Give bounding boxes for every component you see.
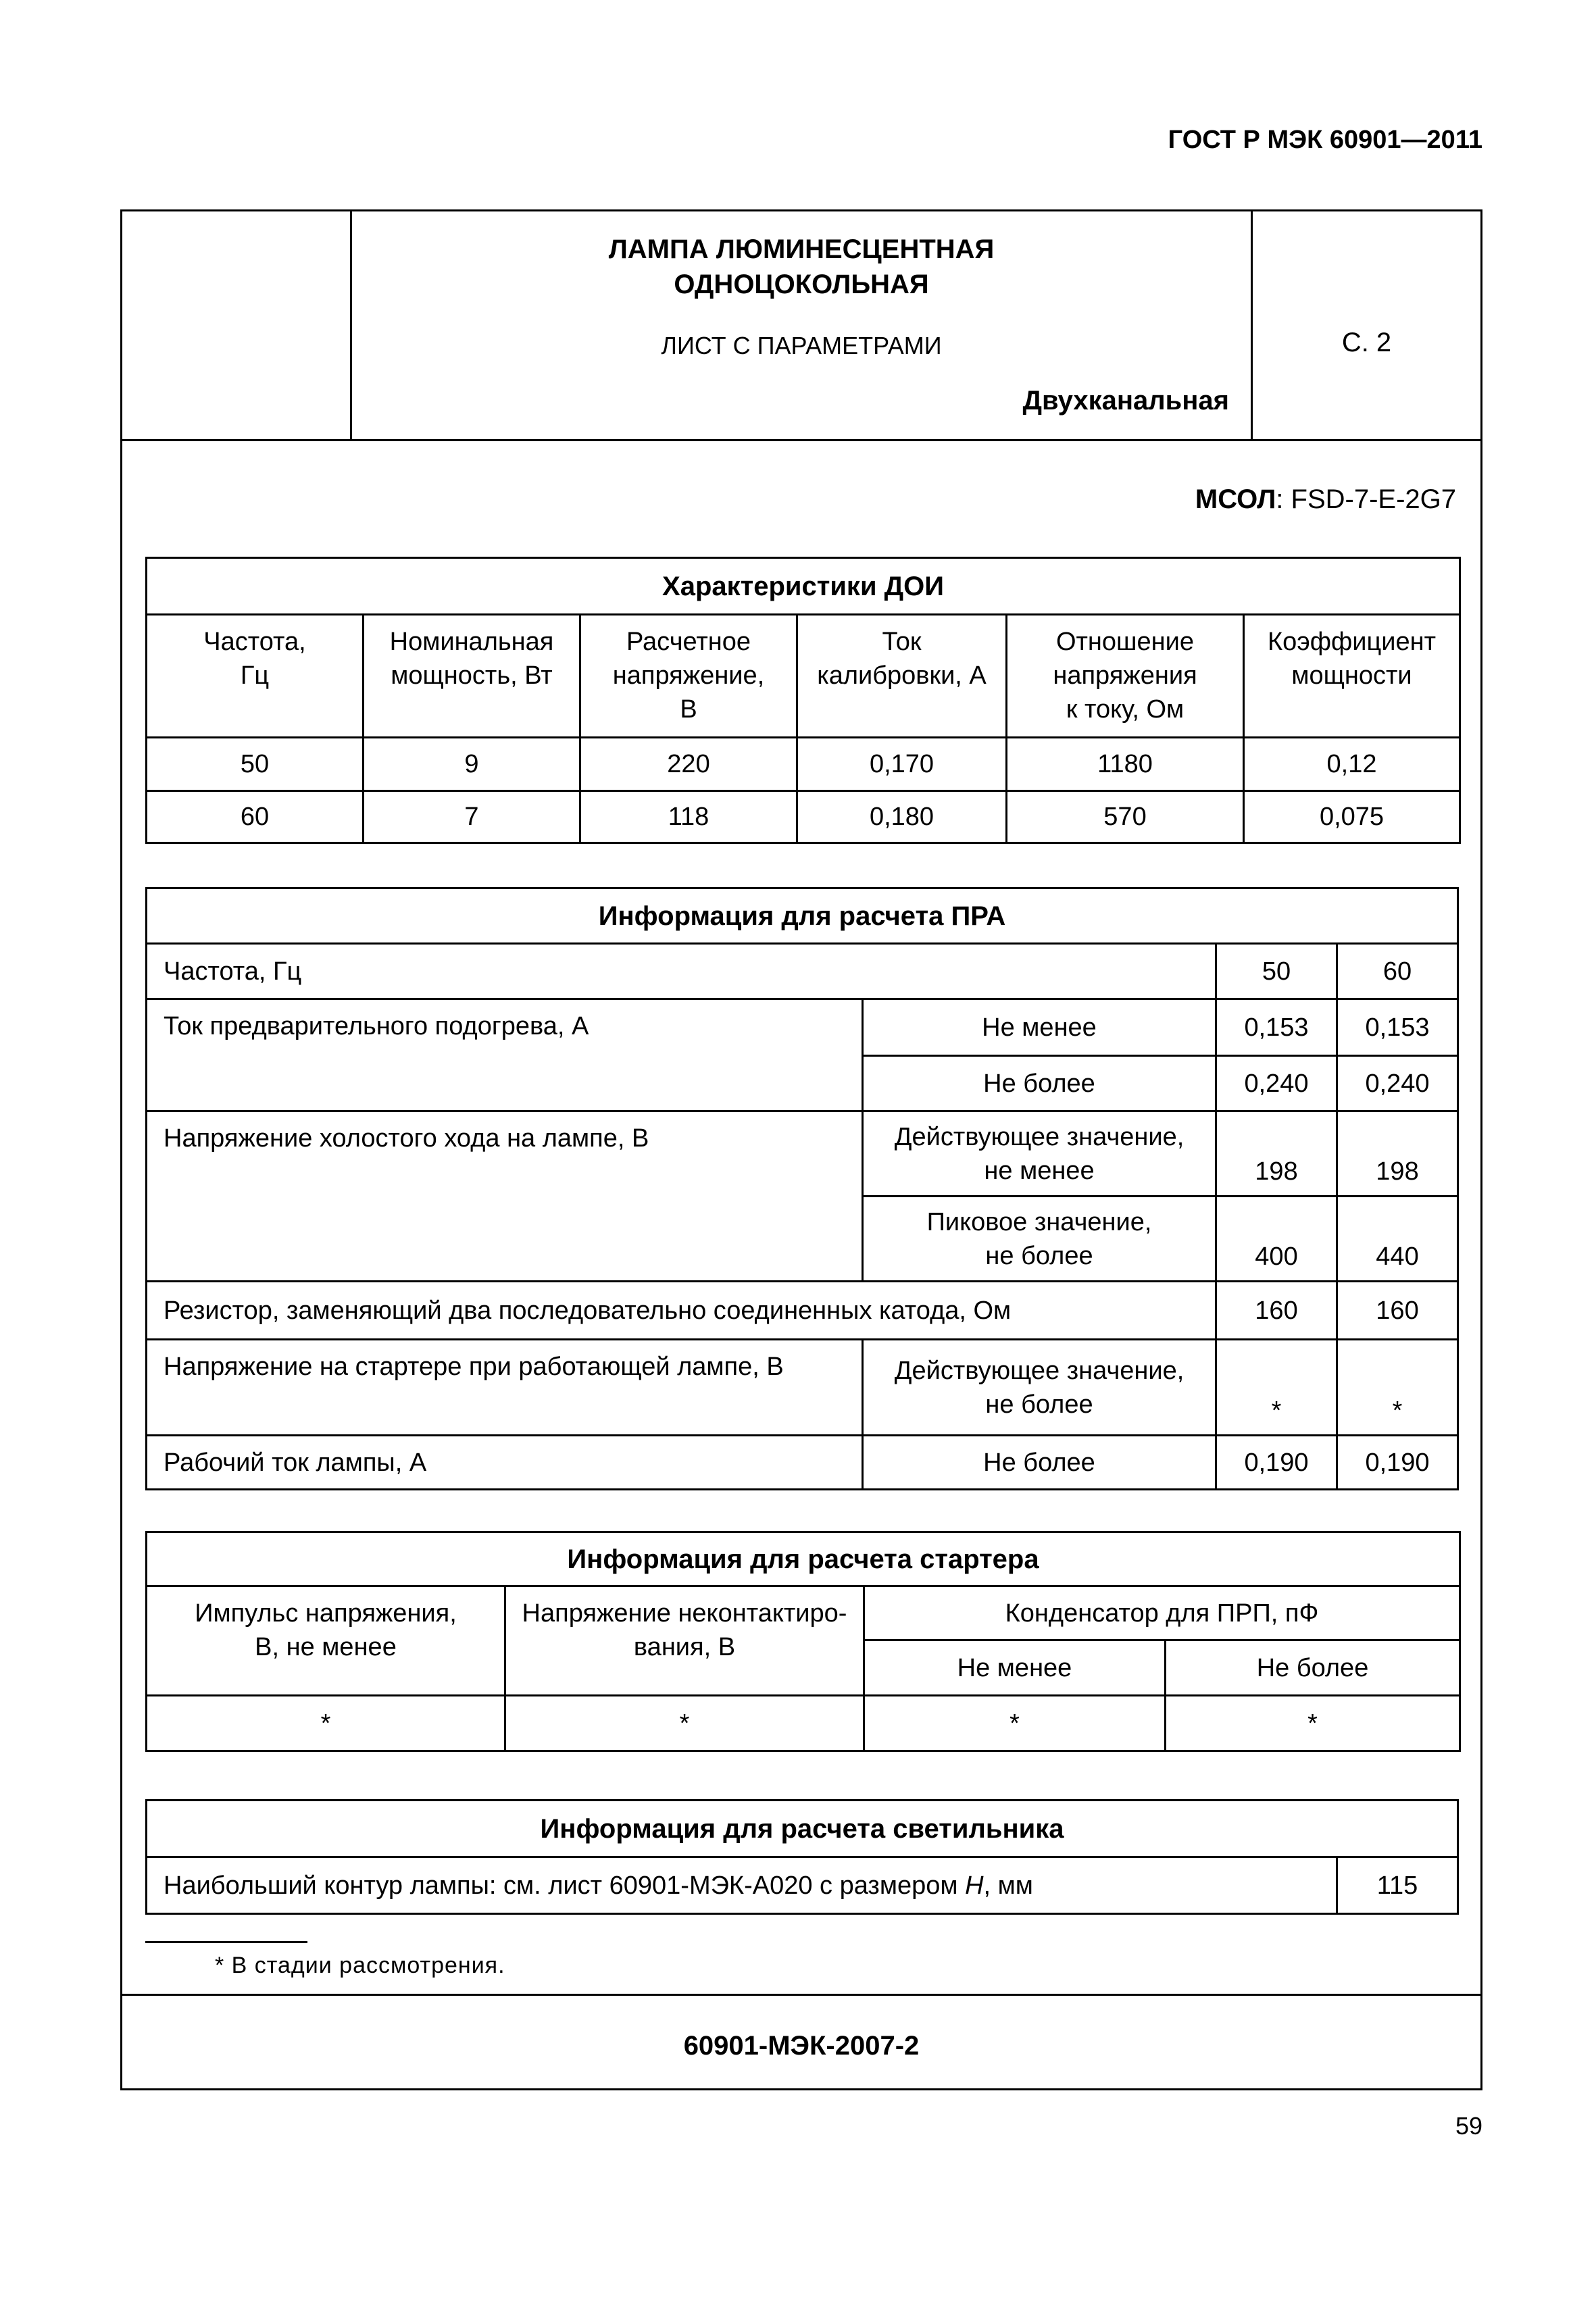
header-cap-min: Не менее (864, 1640, 1166, 1696)
footer-divider (122, 1994, 1480, 1996)
header-power-factor: Коэффициент мощности (1244, 615, 1460, 738)
lamp-designation (1195, 484, 1456, 515)
contour-description: Наибольший контур лампы: см. лист 60901-МЭК-А020 с размером H, мм (147, 1857, 1337, 1914)
table-row: Частота, Гц 50 60 (147, 944, 1458, 999)
header-calibration-current: Ток калибровки, А (797, 615, 1007, 738)
sheet-code: 60901-МЭК-2007-2 (683, 2031, 920, 2061)
table-row: Напряжение на стартере при работающей лампе, В Действующее значение, не более * * (147, 1340, 1458, 1436)
luminaire-info-table (145, 1799, 1459, 1915)
title-block-left-cell (122, 211, 352, 439)
designation-label: МСОЛ (1195, 484, 1276, 514)
table-row: Ток предварительного подогрева, А Не менее 0,153 0,153 (147, 999, 1458, 1056)
standard-code: ГОСТ Р МЭК 60901—2011 (1168, 126, 1482, 154)
table-row: Пиковое значение, не более 400 440 (147, 1197, 1458, 1282)
data-sheet-frame (120, 209, 1482, 2090)
header-cap-max: Не более (1166, 1640, 1460, 1696)
table-row: Напряжение холостого хода на лампе, В Действующее значение, не менее 198 198 (147, 1111, 1458, 1197)
title-block-right-cell (1251, 211, 1480, 439)
header-pulse-voltage: Импульс напряжения, В, не менее (147, 1586, 505, 1696)
doi-table-title: Характеристики ДОИ (147, 558, 1460, 615)
lamp-variant: Двухканальная (1022, 386, 1229, 416)
page-number: 59 (1455, 2112, 1482, 2140)
sheet-title: ЛАМПА ЛЮМИНЕСЦЕНТНАЯ ОДНОЦОКОЛЬНАЯ (608, 234, 995, 299)
footnote-rule (145, 1941, 307, 1943)
ballast-info-table (145, 887, 1459, 1490)
table-row: Резистор, заменяющий два последовательно соединенных катода, Ом 160 160 (147, 1282, 1458, 1340)
table-row: 60 7 118 0,180 570 0,075 (147, 791, 1460, 843)
starter-table-title: Информация для расчета стартера (147, 1532, 1460, 1586)
luminaire-table-title: Информация для расчета светильника (147, 1801, 1458, 1857)
table-row: Не более 0,240 0,240 (147, 1056, 1458, 1111)
footnote: * В стадии рассмотрения. (215, 1953, 505, 1978)
header-noncontact-voltage: Напряжение неконтактиро- вания, В (505, 1586, 864, 1696)
header-rated-voltage: Расчетное напряжение, В (580, 615, 797, 738)
header-capacitor: Конденсатор для ПРП, пФ (864, 1586, 1460, 1640)
table-row: * * * * (147, 1696, 1460, 1751)
starter-info-table (145, 1531, 1461, 1752)
header-nominal-power: Номинальная мощность, Вт (364, 615, 580, 738)
table-row: 50 9 220 0,170 1180 0,12 (147, 738, 1460, 791)
sheet-number: С. 2 (1341, 328, 1392, 357)
designation-value: : FSD-7-E-2G7 (1276, 484, 1456, 514)
ballast-table-title: Информация для расчета ПРА (147, 888, 1458, 944)
sheet-subtitle: ЛИСТ С ПАРАМЕТРАМИ (661, 332, 942, 359)
doi-characteristics-table (145, 557, 1461, 844)
table-row: Наибольший контур лампы: см. лист 60901-МЭК-А020 с размером H, мм 115 (147, 1857, 1458, 1914)
header-voltage-current-ratio: Отношение напряжения к току, Ом (1007, 615, 1244, 738)
header-frequency: Частота, Гц (147, 615, 364, 738)
title-block (122, 211, 1480, 441)
table-row: Рабочий ток лампы, А Не более 0,190 0,190 (147, 1436, 1458, 1490)
